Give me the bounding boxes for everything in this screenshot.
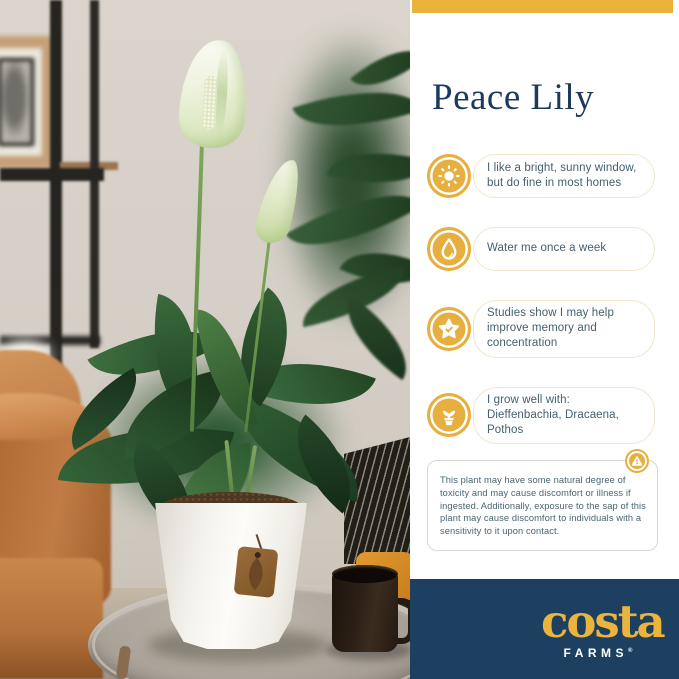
list-item — [427, 387, 655, 445]
list-item — [427, 227, 655, 271]
care-tip: I grow well with: Dieffenbachia, Dracaena, Pothos — [473, 387, 655, 445]
accent-top-bar — [412, 0, 673, 13]
potted-plant-icon — [427, 393, 471, 437]
info-panel — [410, 0, 679, 679]
botanical-print — [1, 61, 31, 143]
mug-opening — [332, 565, 398, 583]
costa-farms-logo — [541, 595, 664, 661]
care-tip: Water me once a week — [473, 227, 655, 271]
white-pot — [152, 503, 310, 649]
water-drop-icon — [427, 227, 471, 271]
star-icon — [427, 307, 471, 351]
list-item — [427, 154, 655, 198]
care-info-list — [427, 154, 655, 444]
tag-leaf-stamp — [240, 558, 273, 590]
care-tip: Studies show I may help improve memory and concentration — [473, 300, 655, 358]
peace-lily-flower — [177, 38, 249, 149]
shelf-bar — [0, 168, 104, 181]
pot-hang-tag — [234, 546, 279, 598]
brand-sub-text: FARMS — [563, 646, 629, 661]
armchair-front — [0, 558, 103, 679]
brand-name: costa — [541, 595, 664, 648]
care-tip: I like a bright, sunny window, but do fine in most homes — [473, 154, 655, 198]
list-item — [427, 300, 655, 358]
mug — [332, 572, 398, 652]
toxicity-warning-text: This plant may have some natural degree of toxicity and may cause discomfort or illness if ingested. Additionally, exposure to the sap of this plant may cause discomfort to individuals with a sensitivity to it upon contact. — [440, 475, 646, 537]
toxicity-warning-box — [427, 460, 658, 551]
warning-triangle-icon — [625, 449, 649, 473]
page-title: Peace Lily — [432, 77, 595, 118]
registered-mark: ® — [628, 648, 633, 655]
sun-icon — [427, 154, 471, 198]
brand-footer — [410, 579, 679, 679]
shelf-post — [50, 0, 62, 380]
brand-subname — [541, 646, 655, 660]
